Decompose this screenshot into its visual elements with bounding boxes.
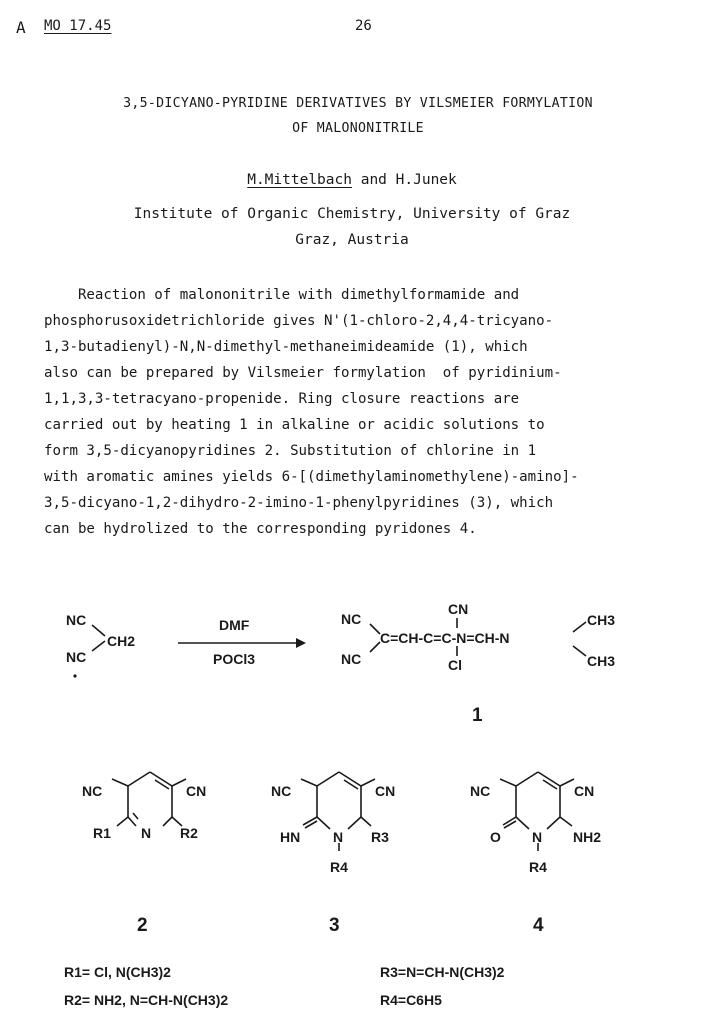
product-chain: C=CH-C=C-N=CH-N (380, 630, 510, 646)
s2-cn: CN (186, 783, 207, 799)
product-ch3-top: CH3 (587, 612, 616, 628)
paper-title-line-2: OF MALONONITRILE (292, 121, 424, 136)
header-letter: A (16, 18, 26, 37)
substituent-r2: R2= NH2, N=CH-N(CH3)2 (64, 992, 229, 1008)
start-nc-top: NC (66, 612, 87, 628)
s3-r4: R4 (330, 859, 348, 875)
compound-label-2: 2 (137, 915, 148, 936)
s3-r3: R3 (371, 829, 389, 845)
s2-nc: NC (82, 783, 103, 799)
s3-nc: NC (271, 783, 292, 799)
institution-line-2: Graz, Austria (295, 232, 409, 248)
header-code: MO 17.45 (44, 18, 112, 34)
s4-o: O (490, 829, 501, 845)
product-cn: CN (448, 601, 469, 617)
s4-n: N (532, 829, 543, 845)
abstract-line: form 3,5-dicyanopyridines 2. Substitution of chlorine in 1 (44, 443, 537, 459)
s3-cn: CN (375, 783, 396, 799)
s4-nh2: NH2 (573, 829, 602, 845)
compound-label-1: 1 (472, 705, 483, 726)
abstract-line: 1,1,3,3-tetracyano-propenide. Ring closure reactions are (44, 391, 520, 407)
start-ch2: CH2 (107, 633, 136, 649)
abstract-line: phosphorusoxidetrichloride gives N'(1-chloro-2,4,4-tricyano- (44, 313, 554, 329)
substituent-r1: R1= Cl, N(CH3)2 (64, 964, 171, 980)
s4-r4: R4 (529, 859, 547, 875)
substituent-r3: R3=N=CH-N(CH3)2 (380, 964, 505, 980)
s4-cn: CN (574, 783, 595, 799)
s2-r1: R1 (93, 825, 111, 841)
author-1: M.Mittelbach (247, 172, 352, 188)
s3-hn: HN (280, 829, 301, 845)
product-cl: Cl (448, 657, 462, 673)
reagent-pocl3: POCl3 (213, 651, 256, 667)
compound-label-3: 3 (329, 915, 340, 936)
product-ch3-bottom: CH3 (587, 653, 616, 669)
s2-n: N (141, 825, 152, 841)
s4-nc: NC (470, 783, 491, 799)
product-nc-top: NC (341, 611, 362, 627)
abstract-line: carried out by heating 1 in alkaline or acidic solutions to (44, 417, 545, 433)
author-2: H.Junek (395, 172, 457, 188)
s2-r2: R2 (180, 825, 198, 841)
abstract-line: also can be prepared by Vilsmeier formylation of pyridinium- (44, 365, 562, 381)
authors-and: and (360, 172, 387, 188)
page-number: 26 (355, 18, 372, 34)
abstract-line: 3,5-dicyano-1,2-dihydro-2-imino-1-phenylpyridines (3), which (44, 495, 554, 511)
institution-line-1: Institute of Organic Chemistry, University of Graz (133, 206, 571, 222)
substituent-r4: R4=C6H5 (380, 992, 442, 1008)
abstract-line: with aromatic amines yields 6-[(dimethylaminomethylene)-amino]- (44, 469, 579, 485)
abstract-line: Reaction of malononitrile with dimethylformamide and (44, 287, 520, 303)
start-nc-bottom: NC (66, 649, 87, 665)
s3-n: N (333, 829, 344, 845)
abstract-line: can be hydrolized to the corresponding pyridones 4. (44, 521, 477, 537)
abstract-line: 1,3-butadienyl)-N,N-dimethyl-methaneimideamide (1), which (44, 339, 528, 355)
product-nc-bottom: NC (341, 651, 362, 667)
compound-label-4: 4 (533, 915, 544, 936)
reagent-dmf: DMF (219, 617, 250, 633)
paper-title-line-1: 3,5-DICYANO-PYRIDINE DERIVATIVES BY VILSMEIER FORMYLATION (123, 96, 593, 111)
